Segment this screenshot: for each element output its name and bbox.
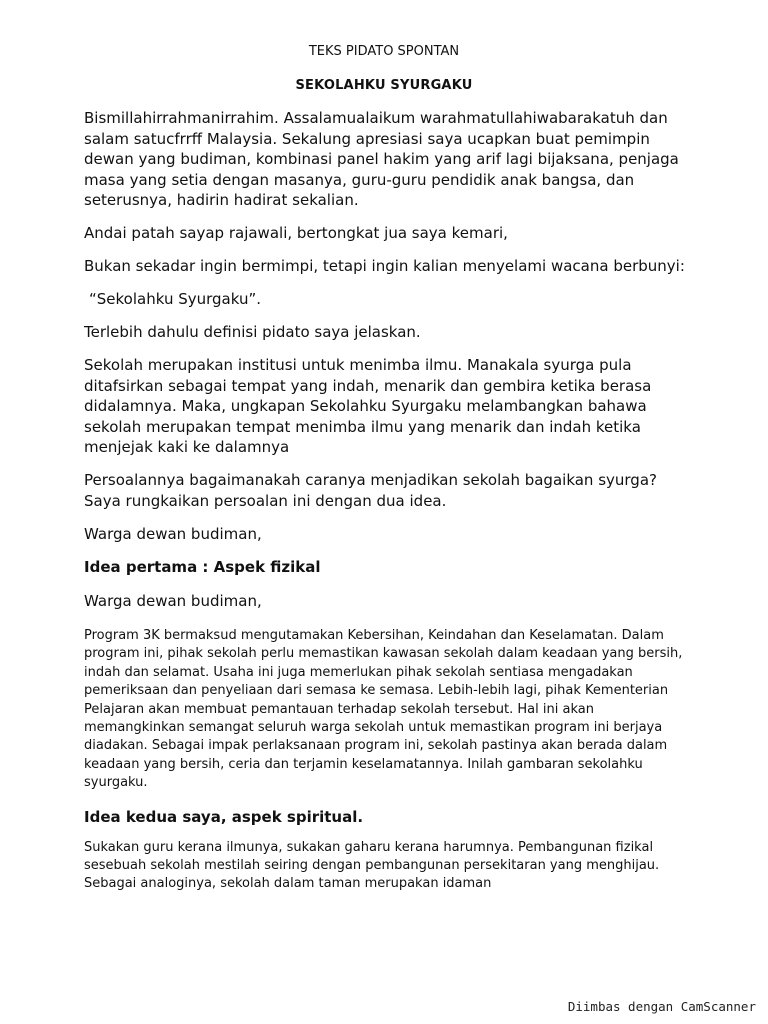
paragraph-definition: Sekolah merupakan institusi untuk menimba ilmu. Manakala syurga pula ditafsirkan sebagai tempat yang indah, menarik dan gembira ketika berasa didalamnya. Maka, ungkapan Sekolahku Syurgaku melambangkan bahawa sekolah merupakan tempat menimba ilmu yang menarik dan indah ketika menjejak kaki ke dalamnya [84,356,652,456]
paragraph-definition-intro: Terlebih dahulu definisi pidato saya jelaskan. [84,323,421,341]
paragraph-address-2: Warga dewan budiman, [84,591,262,610]
paragraph-question: Persoalannya bagaimanakah caranya menjadikan sekolah bagaikan syurga? Saya rungkaikan persoalan ini dengan dua idea. [84,471,657,510]
idea-2-title: Idea kedua saya, aspek spiritual. [84,807,364,826]
document-heading: TEKS PIDATO SPONTAN [308,44,460,59]
idea-1-title: Idea pertama : Aspek fizikal [84,557,321,576]
document-body [84,108,696,894]
scanner-watermark: Diimbas dengan CamScanner [567,999,756,1014]
paragraph-pantun-2: Bukan sekadar ingin bermimpi, tetapi ingin kalian menyelami wacana berbunyi: [84,257,685,275]
document-title: SEKOLAHKU SYURGAKU [295,78,473,93]
paragraph-topic: “Sekolahku Syurgaku”. [89,290,262,308]
paragraph-program-3k: Program 3K bermaksud mengutamakan Kebersihan, Keindahan dan Keselamatan. Dalam program ini, pihak sekolah perlu memastikan kawasan sekolah dalam keadaan yang bersih, indah dan selamat. Usaha ini juga memerlukan pihak sekolah sentiasa mengadakan pemeriksaan dan penyeliaan dari semasa ke semasa. Lebih-lebih lagi, pihak Kementerian Pelajaran akan membuat pemantauan terhadap sekolah tersebut. Hal ini akan memangkinkan semangat seluruh warga sekolah untuk memastikan program ini berjaya diadakan. Sebagai impak perlaksanaan program ini, sekolah pastinya akan berada dalam keadaan yang bersih, ceria dan terjamin keselamatannya. Inilah gambaran sekolahku syurgaku. [84,628,683,791]
paragraph-pantun-1: Andai patah sayap rajawali, bertongkat jua saya kemari, [84,224,508,242]
paragraph-address-1: Warga dewan budiman, [84,524,262,543]
paragraph-spiritual: Sukakan guru kerana ilmunya, sukakan gaharu kerana harumnya. Pembangunan fizikal sesebuah sekolah mestilah seiring dengan pembangunan persekitaran yang menghijau. Sebagai analoginya, sekolah dalam taman merupakan idaman [84,839,660,892]
paragraph-greeting: Bismillahirrahmanirrahim. Assalamualaikum warahmatullahiwabarakatuh dan salam satucfrrff Malaysia. Sekalung apresiasi saya ucapkan buat pemimpin dewan yang budiman, kombinasi panel hakim yang arif lagi bijaksana, penjaga masa yang setia dengan masanya, guru-guru pendidik anak bangsa, dan seterusnya, hadirin hadirat sekalian. [84,109,679,209]
